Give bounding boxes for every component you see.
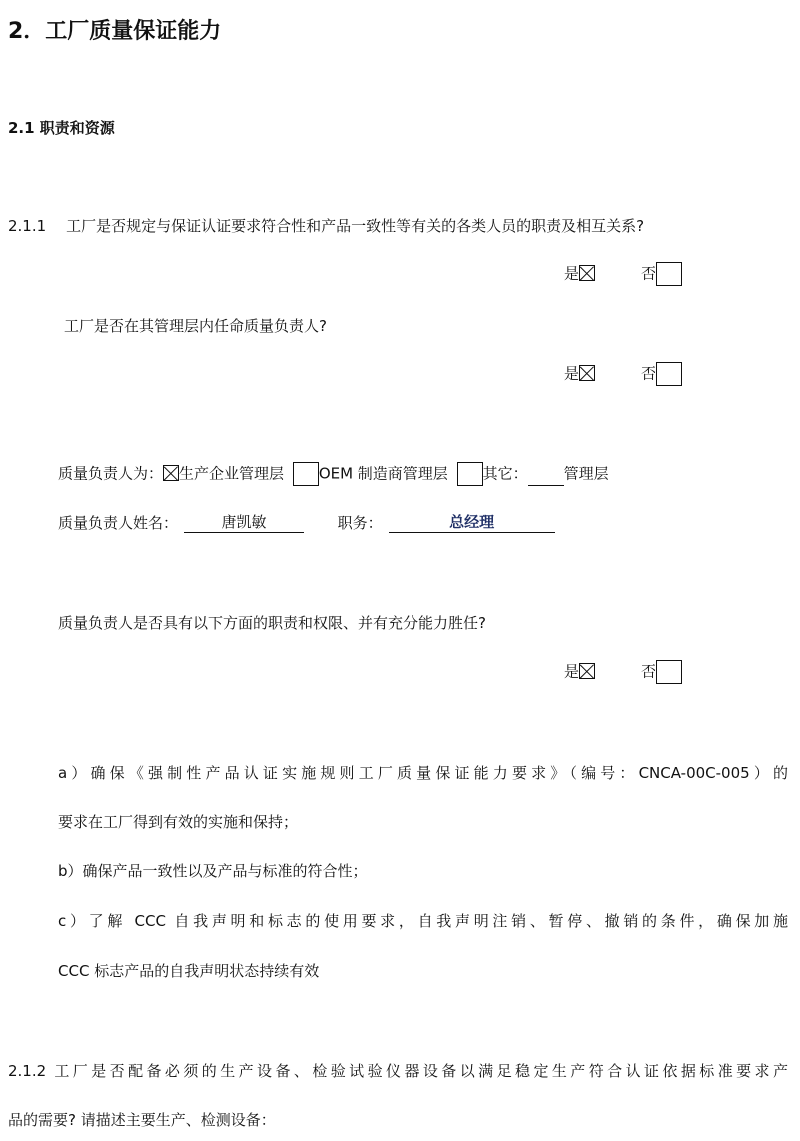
duty-a-line2: 要求在工厂得到有效的实施和保持； xyxy=(58,813,299,831)
question-2-1-2-line2: 品的需要? 请描述主要生产、检测设备： xyxy=(8,1111,276,1129)
question-manager: 工厂是否在其管理层内任命质量负责人? xyxy=(64,317,327,335)
checked-box[interactable] xyxy=(579,265,595,281)
other-blank[interactable] xyxy=(528,465,564,486)
checked-box[interactable] xyxy=(163,465,179,481)
yes-no-row-2 xyxy=(564,362,682,386)
question-2-1-2-line1: 2.1.2 工厂是否配备必须的生产设备、检验试验仪器设备以满足稳定生产符合认证依据标准要求产 xyxy=(8,1062,788,1080)
duty-b: b）确保产品一致性以及产品与标准的符合性； xyxy=(58,862,368,880)
unchecked-box[interactable] xyxy=(656,660,682,684)
section-title: 2．工厂质量保证能力 xyxy=(8,19,222,44)
question-text: 工厂是否规定与保证认证要求符合性和产品一致性等有关的各类人员的职责及相互关系? xyxy=(66,217,645,235)
yes-no-row-3 xyxy=(564,660,682,684)
checked-box[interactable] xyxy=(579,365,595,381)
manager-type-prefix: 质量负责人为： xyxy=(58,464,164,483)
no-label: 否 xyxy=(641,264,657,283)
question-duties: 质量负责人是否具有以下方面的职责和权限、并有充分能力胜任? xyxy=(58,614,486,632)
unchecked-box[interactable] xyxy=(656,362,682,386)
yes-label: 是 xyxy=(564,364,580,383)
duty-c-line1: c）了解 CCC 自我声明和标志的使用要求，自我声明注销、暂停、撤销的条件，确保加施 xyxy=(58,912,788,930)
option-other-suffix: 管理层 xyxy=(563,464,609,483)
yes-no-row-1 xyxy=(564,262,682,286)
yes-label: 是 xyxy=(564,662,580,681)
manager-title-field[interactable]: 总经理 xyxy=(389,512,555,533)
unchecked-box[interactable] xyxy=(457,462,483,486)
checked-box[interactable] xyxy=(579,663,595,679)
manager-name-label: 质量负责人姓名： xyxy=(58,514,179,532)
duty-c-line2: CCC 标志产品的自我声明状态持续有效 xyxy=(58,962,320,980)
duty-a-line1: a）确保《强制性产品认证实施规则工厂质量保证能力要求》（编号：CNCA-00C-005）的 xyxy=(58,764,788,782)
manager-info-row xyxy=(58,512,555,533)
manager-name-field[interactable]: 唐凯敏 xyxy=(184,512,304,533)
manager-type-row xyxy=(58,462,609,486)
yes-label: 是 xyxy=(564,264,580,283)
unchecked-box[interactable] xyxy=(656,262,682,286)
no-label: 否 xyxy=(641,662,657,681)
manager-title-label: 职务： xyxy=(337,514,383,532)
question-number: 2.1.1 xyxy=(8,217,47,235)
subsection-title: 2.1 职责和资源 xyxy=(8,119,115,137)
question-2-1-1 xyxy=(8,216,644,236)
option-oem-mgmt: OEM 制造商管理层 xyxy=(318,464,448,483)
unchecked-box[interactable] xyxy=(293,462,319,486)
option-production-mgmt: 生产企业管理层 xyxy=(179,464,285,483)
no-label: 否 xyxy=(641,364,657,383)
option-other: 其它： xyxy=(482,464,528,483)
